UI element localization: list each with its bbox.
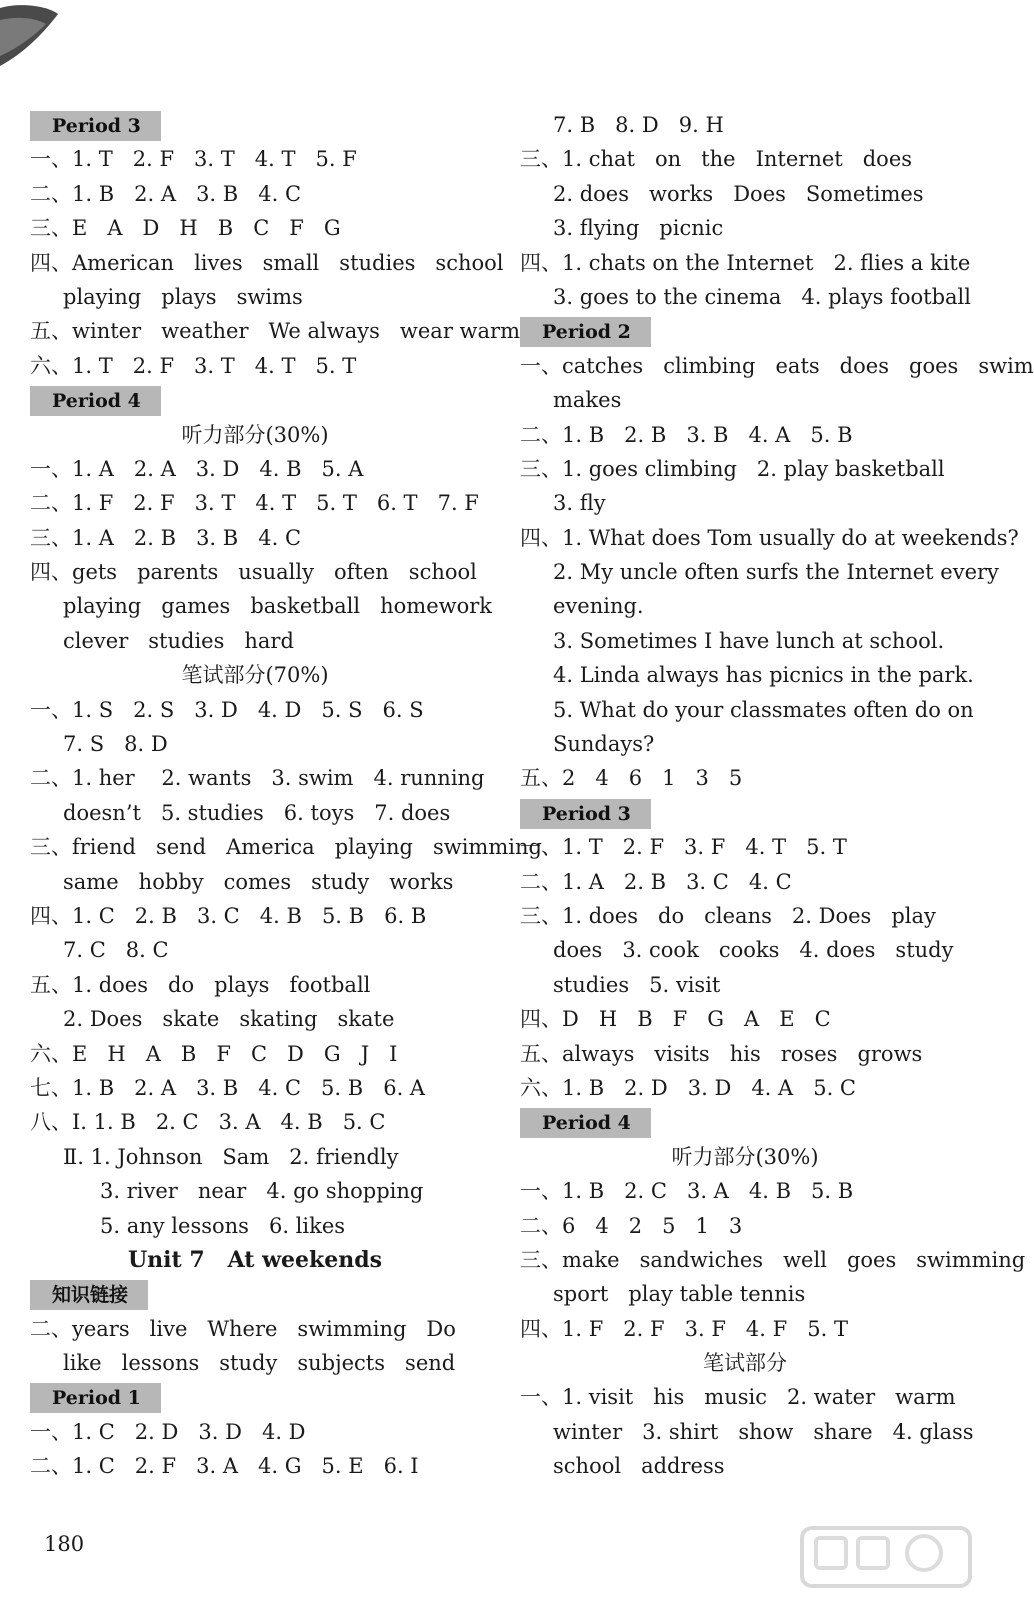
answer-line-right-32: 二、6 4 2 5 1 3: [520, 1213, 743, 1238]
answer-line-left-20: doesn’t 5. studies 6. toys 7. does: [63, 800, 451, 825]
answer-line-right-39: school address: [553, 1454, 725, 1479]
part-heading-right-36: 笔试部分: [703, 1351, 787, 1376]
answer-line-right-15: 3. Sometimes I have lunch at school.: [553, 628, 945, 653]
answer-line-right-22: 二、1. A 2. B 3. C 4. C: [520, 869, 792, 894]
answer-line-left-21: 三、friend send America playing swimming: [30, 835, 542, 860]
answer-line-left-30: Ⅱ. 1. Johnson Sam 2. friendly: [63, 1144, 399, 1169]
answer-line-left-22: same hobby comes study works: [63, 869, 454, 894]
answer-line-left-2: 二、1. B 2. A 3. B 4. C: [30, 181, 302, 206]
answer-line-left-32: 5. any lessons 6. likes: [100, 1213, 346, 1238]
section-band-right-6: [520, 314, 970, 348]
answer-line-left-4: 四、American lives small studies school: [30, 250, 504, 275]
section-label: 知识链接: [30, 1280, 148, 1310]
answer-line-left-31: 3. river near 4. go shopping: [100, 1179, 424, 1204]
answer-line-left-17: 一、1. S 2. S 3. D 4. D 5. S 6. S: [30, 697, 424, 722]
answer-line-right-26: 四、D H B F G A E C: [520, 1007, 831, 1032]
page-number: 180: [44, 1532, 85, 1556]
section-band-left-0: [30, 108, 480, 142]
answer-line-right-2: 2. does works Does Sometimes: [553, 181, 924, 206]
answer-line-left-19: 二、1. her 2. wants 3. swim 4. running: [30, 766, 485, 791]
answer-line-right-14: evening.: [553, 594, 644, 619]
answer-line-left-18: 7. S 8. D: [63, 732, 168, 757]
section-label: Period 1: [30, 1383, 161, 1413]
answer-line-right-7: 一、catches climbing eats does goes swim: [520, 353, 1034, 378]
answer-line-right-9: 二、1. B 2. B 3. B 4. A 5. B: [520, 422, 853, 447]
answer-line-right-38: winter 3. shirt show share 4. glass: [553, 1419, 974, 1444]
answer-line-right-16: 4. Linda always has picnics in the park.: [553, 663, 974, 688]
part-heading-left-9: 听力部分(30%): [181, 422, 329, 447]
answer-line-left-6: 五、winter weather We always wear warm: [30, 319, 520, 344]
answer-line-right-5: 3. goes to the cinema 4. plays football: [553, 284, 971, 309]
answer-line-left-27: 六、E H A B F C D G J I: [30, 1041, 398, 1066]
answer-line-right-21: 一、1. T 2. F 3. F 4. T 5. T: [520, 835, 847, 860]
answer-line-left-5: playing plays swims: [63, 284, 303, 309]
answer-line-left-24: 7. C 8. C: [63, 938, 169, 963]
answer-line-right-24: does 3. cook cooks 4. does study: [553, 938, 954, 963]
part-heading-right-30: 听力部分(30%): [671, 1144, 819, 1169]
answer-line-left-15: clever studies hard: [63, 628, 294, 653]
answer-line-left-10: 一、1. A 2. A 3. D 4. B 5. A: [30, 456, 364, 481]
answer-line-left-12: 三、1. A 2. B 3. B 4. C: [30, 525, 302, 550]
answer-line-left-14: playing games basketball homework: [63, 594, 493, 619]
answer-line-right-3: 3. flying picnic: [553, 216, 724, 241]
answer-line-right-13: 2. My uncle often surfs the Internet every: [553, 560, 999, 585]
section-band-right-20: [520, 796, 970, 830]
answer-line-right-33: 三、make sandwiches well goes swimming: [520, 1247, 1026, 1272]
section-label: Period 3: [520, 799, 651, 829]
answer-line-right-11: 3. fly: [553, 491, 606, 516]
answer-line-left-39: 二、1. C 2. F 3. A 4. G 5. E 6. I: [30, 1454, 419, 1479]
watermark-logo-icon: [796, 1522, 976, 1592]
section-band-left-37: [30, 1380, 480, 1414]
answer-line-right-28: 六、1. B 2. D 3. D 4. A 5. C: [520, 1075, 856, 1100]
answer-line-right-37: 一、1. visit his music 2. water warm: [520, 1385, 956, 1410]
answer-line-left-38: 一、1. C 2. D 3. D 4. D: [30, 1419, 306, 1444]
answer-line-left-26: 2. Does skate skating skate: [63, 1007, 395, 1032]
answer-line-right-27: 五、always visits his roses grows: [520, 1041, 923, 1066]
answer-line-right-12: 四、1. What does Tom usually do at weekends?: [520, 525, 1019, 550]
answer-line-right-25: studies 5. visit: [553, 972, 721, 997]
section-band-left-8: [30, 383, 480, 417]
section-label: Period 4: [30, 386, 161, 416]
section-band-right-29: [520, 1105, 970, 1139]
answer-line-left-36: like lessons study subjects send: [63, 1351, 456, 1376]
answer-line-right-1: 三、1. chat on the Internet does: [520, 147, 913, 172]
answer-line-left-28: 七、1. B 2. A 3. B 4. C 5. B 6. A: [30, 1075, 426, 1100]
section-label: Period 4: [520, 1108, 651, 1138]
answer-line-right-8: makes: [553, 388, 622, 413]
answer-line-right-10: 三、1. goes climbing 2. play basketball: [520, 456, 945, 481]
answer-line-left-23: 四、1. C 2. B 3. C 4. B 5. B 6. B: [30, 903, 427, 928]
right-answer-column: [520, 108, 1034, 1484]
answer-line-left-25: 五、1. does do plays football: [30, 972, 371, 997]
answer-line-right-17: 5. What do your classmates often do on: [553, 697, 974, 722]
answer-line-right-34: sport play table tennis: [553, 1282, 806, 1307]
section-label: Period 2: [520, 317, 651, 347]
left-answer-column: [30, 108, 542, 1484]
answer-line-right-23: 三、1. does do cleans 2. Does play: [520, 903, 936, 928]
part-heading-left-16: 笔试部分(70%): [181, 663, 329, 688]
answer-line-right-19: 五、2 4 6 1 3 5: [520, 766, 743, 791]
answer-line-left-13: 四、gets parents usually often school: [30, 560, 477, 585]
answer-line-left-3: 三、E A D H B C F G: [30, 216, 341, 241]
section-label: Period 3: [30, 111, 161, 141]
answer-line-left-1: 一、1. T 2. F 3. T 4. T 5. F: [30, 147, 357, 172]
answer-line-left-7: 六、1. T 2. F 3. T 4. T 5. T: [30, 353, 357, 378]
answer-line-right-18: Sundays?: [553, 732, 655, 757]
answer-line-left-35: 二、years live Where swimming Do: [30, 1316, 456, 1341]
answer-line-right-31: 一、1. B 2. C 3. A 4. B 5. B: [520, 1179, 854, 1204]
section-band-left-34: [30, 1277, 480, 1311]
answer-line-right-0: 7. B 8. D 9. H: [553, 113, 724, 137]
unit-heading-left-33: Unit 7 At weekends: [127, 1246, 383, 1273]
answer-line-left-29: 八、Ⅰ. 1. B 2. C 3. A 4. B 5. C: [30, 1110, 386, 1135]
answer-line-right-4: 四、1. chats on the Internet 2. flies a kite: [520, 250, 971, 275]
answer-line-right-35: 四、1. F 2. F 3. F 4. F 5. T: [520, 1316, 848, 1341]
corner-decoration: [0, 0, 60, 80]
answer-line-left-11: 二、1. F 2. F 3. T 4. T 5. T 6. T 7. F: [30, 491, 479, 516]
